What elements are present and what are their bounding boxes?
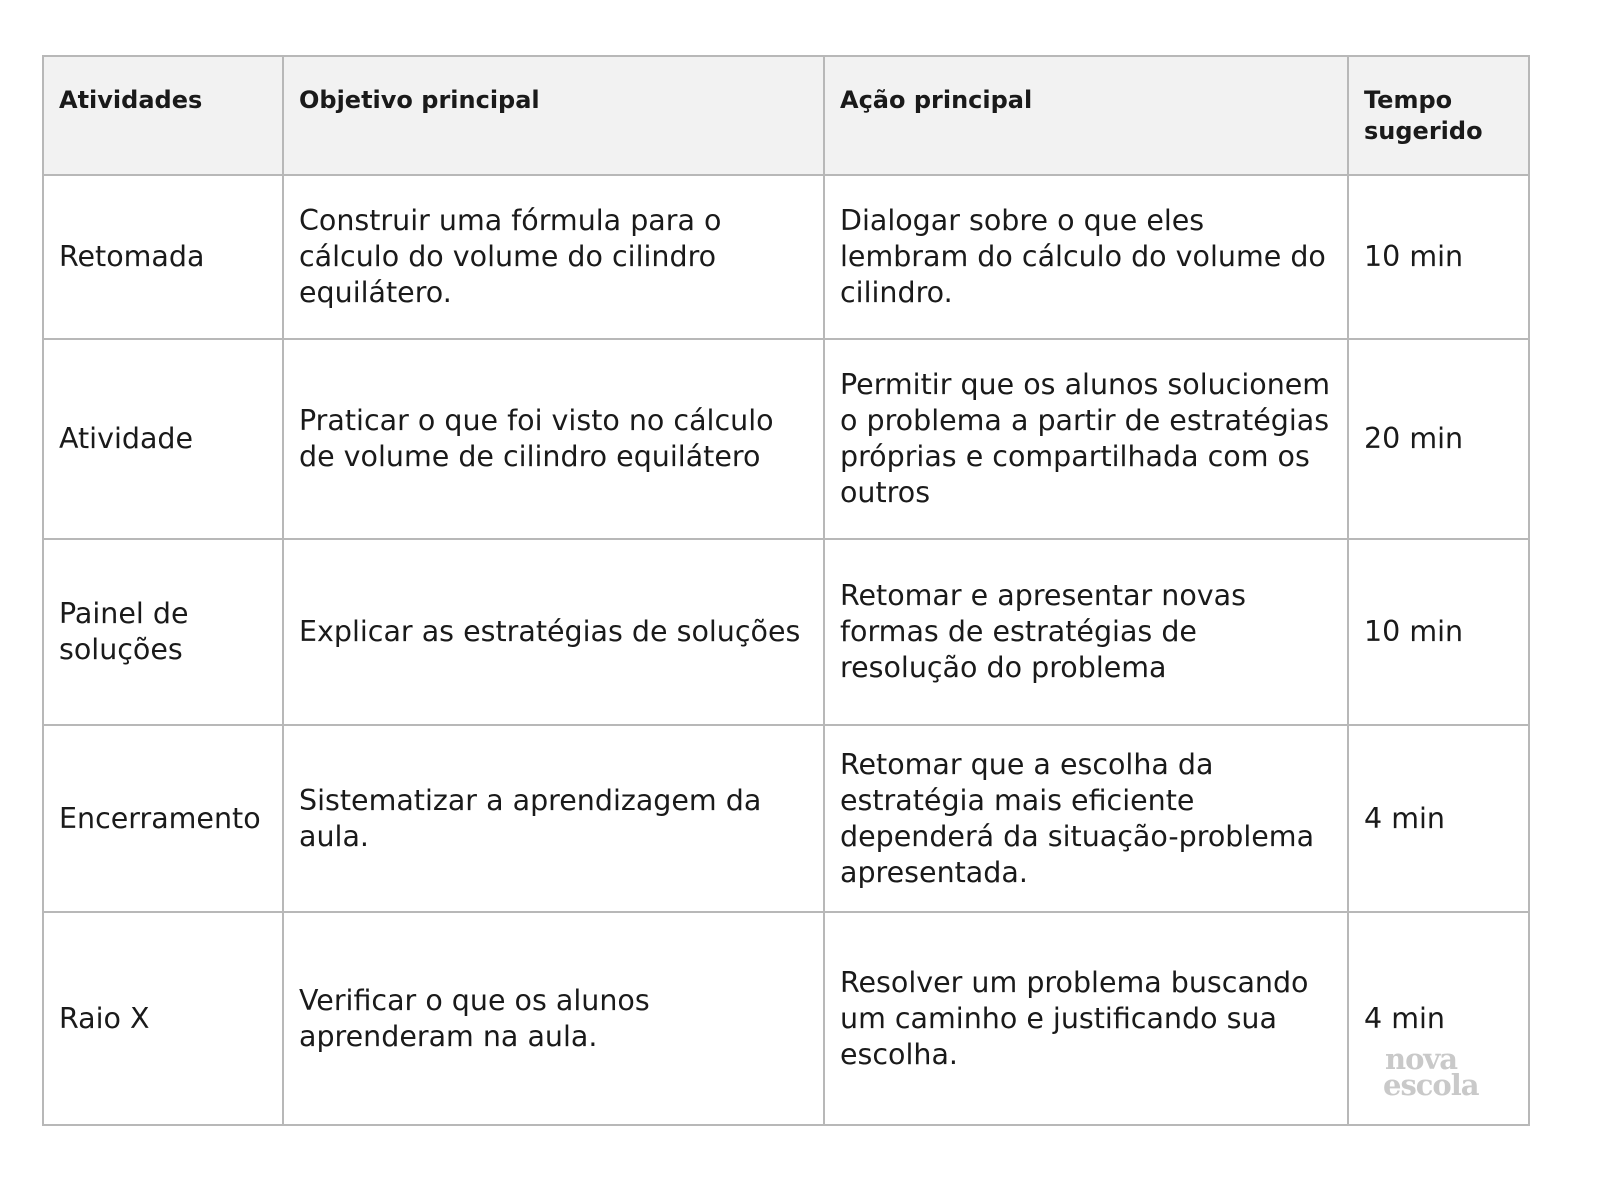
objective-cell: Construir uma fórmula para o cálculo do volume do cilindro equilátero. bbox=[283, 175, 824, 339]
time-cell: 20 min bbox=[1348, 339, 1529, 539]
action-cell: Permitir que os alunos solucionem o problema a partir de estratégias próprias e compartilhada com os outros bbox=[824, 339, 1348, 539]
header-row bbox=[43, 56, 1529, 175]
header-suggested-time: Tempo sugerido bbox=[1348, 56, 1529, 175]
activity-cell: Atividade bbox=[43, 339, 283, 539]
activity-cell: Encerramento bbox=[43, 725, 283, 912]
header-main-action: Ação principal bbox=[824, 56, 1348, 175]
nova-escola-logo bbox=[1383, 1042, 1479, 1102]
header-activities: Atividades bbox=[43, 56, 283, 175]
table-row bbox=[43, 912, 1529, 1125]
action-cell: Retomar e apresentar novas formas de estratégias de resolução do problema bbox=[824, 539, 1348, 725]
header-main-objective: Objetivo principal bbox=[283, 56, 824, 175]
action-cell: Resolver um problema buscando um caminho e justificando sua escolha. bbox=[824, 912, 1348, 1125]
time-cell-with-logo bbox=[1348, 912, 1529, 1125]
table-row bbox=[43, 539, 1529, 725]
objective-cell: Explicar as estratégias de soluções bbox=[283, 539, 824, 725]
time-cell: 10 min bbox=[1348, 539, 1529, 725]
activity-cell: Painel de soluções bbox=[43, 539, 283, 725]
table-row bbox=[43, 339, 1529, 539]
lesson-plan-table bbox=[42, 55, 1530, 1126]
logo-line-1: nova bbox=[1385, 1042, 1458, 1076]
time-cell: 10 min bbox=[1348, 175, 1529, 339]
table-row bbox=[43, 175, 1529, 339]
logo-line-2: escola bbox=[1383, 1068, 1479, 1102]
time-value: 4 min bbox=[1364, 1001, 1445, 1035]
objective-cell: Praticar o que foi visto no cálculo de volume de cilindro equilátero bbox=[283, 339, 824, 539]
activity-cell: Retomada bbox=[43, 175, 283, 339]
action-cell: Dialogar sobre o que eles lembram do cálculo do volume do cilindro. bbox=[824, 175, 1348, 339]
time-cell: 4 min bbox=[1348, 725, 1529, 912]
action-cell: Retomar que a escolha da estratégia mais eficiente dependerá da situação-problema apresentada. bbox=[824, 725, 1348, 912]
table-row bbox=[43, 725, 1529, 912]
objective-cell: Sistematizar a aprendizagem da aula. bbox=[283, 725, 824, 912]
activity-cell: Raio X bbox=[43, 912, 283, 1125]
objective-cell: Verificar o que os alunos aprenderam na aula. bbox=[283, 912, 824, 1125]
